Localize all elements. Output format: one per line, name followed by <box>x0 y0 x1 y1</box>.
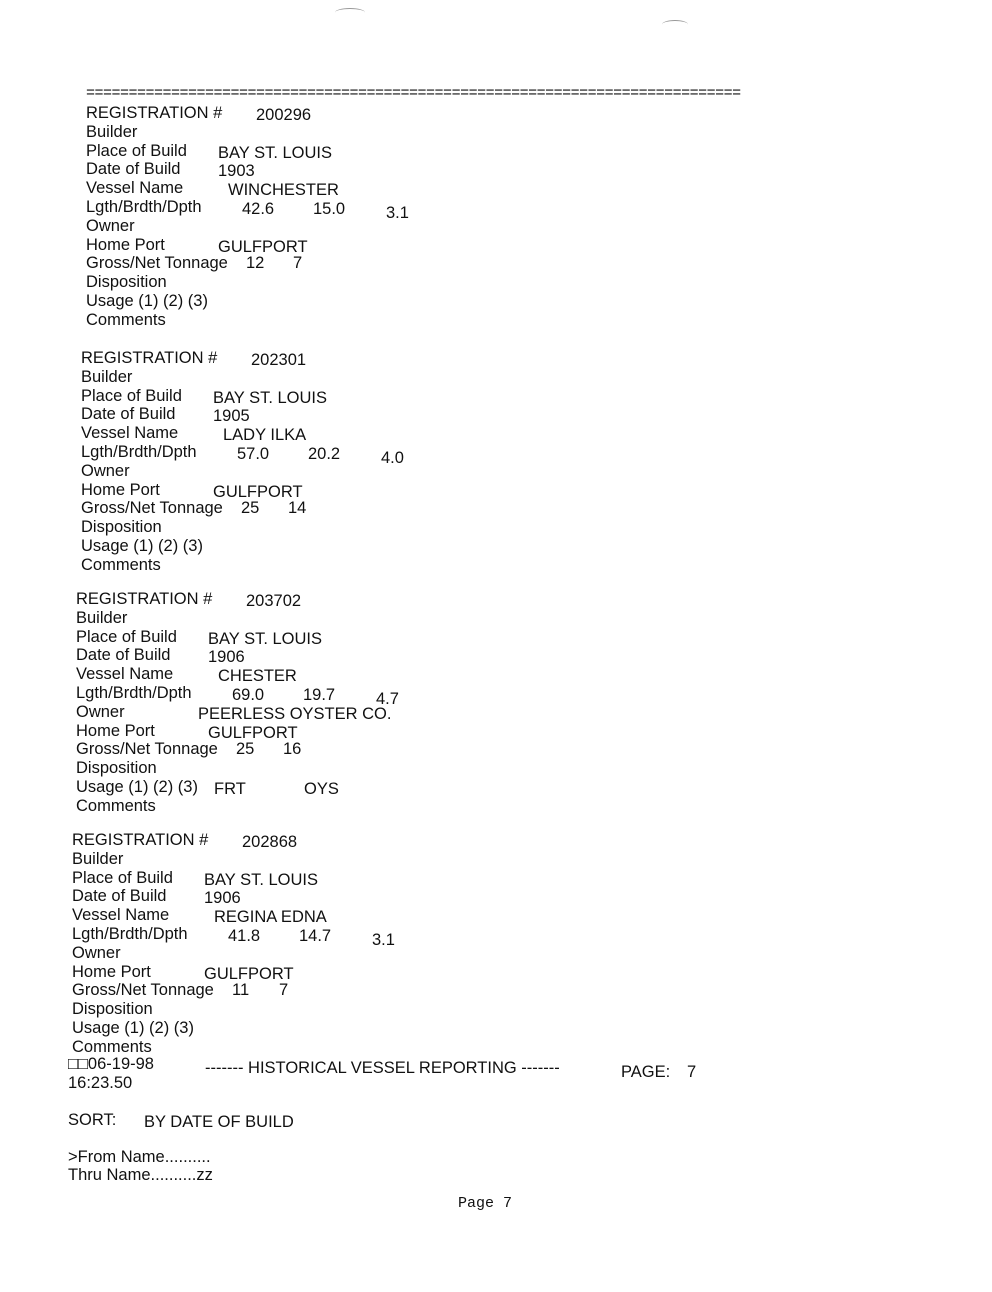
usage-label: Usage (1) (2) (3) <box>86 291 208 310</box>
owner-label: Owner <box>72 943 121 962</box>
place-of-build-value: BAY ST. LOUIS <box>204 870 319 889</box>
place-of-build-label: Place of Build <box>76 627 177 646</box>
disposition-label: Disposition <box>86 273 167 292</box>
gross-tonnage-value: 25 <box>241 499 260 518</box>
tonnage-label: Gross/Net Tonnage <box>81 499 223 518</box>
vessel-name-value: REGINA EDNA <box>214 908 327 927</box>
registration-label: REGISTRATION # <box>86 104 223 122</box>
net-tonnage-value: 16 <box>283 740 302 759</box>
vessel-name-value: CHESTER <box>218 667 297 686</box>
length-value: 57.0 <box>237 444 270 463</box>
place-of-build-value: BAY ST. LOUIS <box>218 143 333 162</box>
date-of-build-label: Date of Build <box>76 646 171 665</box>
length-value: 42.6 <box>242 199 275 218</box>
length-value: 69.0 <box>232 685 265 704</box>
date-of-build-label: Date of Build <box>72 887 167 906</box>
home-port-label: Home Port <box>76 721 155 740</box>
disposition-label: Disposition <box>72 1000 153 1019</box>
dimensions-label: Lgth/Brdth/Dpth <box>76 683 192 702</box>
usage-label: Usage (1) (2) (3) <box>76 777 198 796</box>
home-port-label: Home Port <box>86 235 165 254</box>
thru-name: Thru Name..........zz <box>68 1166 213 1184</box>
report-date: □□06-19-98 <box>68 1055 154 1073</box>
dimensions-label: Lgth/Brdth/Dpth <box>81 442 197 461</box>
from-name: >From Name.......... <box>68 1148 211 1166</box>
dimensions-label: Lgth/Brdth/Dpth <box>86 197 202 216</box>
net-tonnage-value: 7 <box>293 254 303 273</box>
net-tonnage-value: 14 <box>288 499 307 518</box>
comments-label: Comments <box>72 1037 152 1056</box>
builder-label: Builder <box>86 122 138 141</box>
report-title: ------- HISTORICAL VESSEL REPORTING ------- <box>205 1059 560 1077</box>
home-port-value: GULFPORT <box>218 237 308 256</box>
page-label: PAGE: <box>621 1063 671 1081</box>
net-tonnage-value: 7 <box>279 981 289 1000</box>
date-of-build-value: 1906 <box>204 889 241 908</box>
comments-label: Comments <box>86 310 166 329</box>
vessel-name-label: Vessel Name <box>81 424 179 443</box>
report-time: 16:23.50 <box>68 1074 133 1092</box>
registration-label: REGISTRATION # <box>81 349 218 367</box>
dimensions-label: Lgth/Brdth/Dpth <box>72 924 188 943</box>
usage-2-value: OYS <box>304 779 339 798</box>
home-port-label: Home Port <box>81 480 160 499</box>
vessel-name-label: Vessel Name <box>72 906 170 925</box>
usage-label: Usage (1) (2) (3) <box>81 536 203 555</box>
registration-label: REGISTRATION # <box>76 590 213 608</box>
registration-label: REGISTRATION # <box>72 831 209 849</box>
registration-number: 202301 <box>251 351 307 369</box>
depth-value: 3.1 <box>372 930 395 949</box>
breadth-value: 15.0 <box>313 199 346 218</box>
owner-label: Owner <box>86 216 135 235</box>
length-value: 41.8 <box>228 926 261 945</box>
page-footer: Page 7 <box>458 1195 513 1212</box>
registration-number: 203702 <box>246 592 302 610</box>
builder-label: Builder <box>72 849 124 868</box>
gross-tonnage-value: 25 <box>236 740 255 759</box>
date-of-build-value: 1906 <box>208 648 245 667</box>
separator-line: ============================================================================= <box>86 86 741 102</box>
depth-value: 4.0 <box>381 448 404 467</box>
owner-label: Owner <box>81 461 130 480</box>
tonnage-label: Gross/Net Tonnage <box>76 740 218 759</box>
gross-tonnage-value: 12 <box>246 254 265 273</box>
owner-label: Owner <box>76 702 125 721</box>
date-of-build-value: 1905 <box>213 407 250 426</box>
scan-artifact <box>335 8 365 17</box>
disposition-label: Disposition <box>81 518 162 537</box>
place-of-build-value: BAY ST. LOUIS <box>213 388 328 407</box>
usage-label: Usage (1) (2) (3) <box>72 1018 194 1037</box>
breadth-value: 14.7 <box>299 926 332 945</box>
breadth-value: 19.7 <box>303 685 336 704</box>
tonnage-label: Gross/Net Tonnage <box>72 981 214 1000</box>
date-of-build-value: 1903 <box>218 162 255 181</box>
builder-label: Builder <box>81 367 133 386</box>
place-of-build-value: BAY ST. LOUIS <box>208 629 323 648</box>
home-port-value: GULFPORT <box>208 723 298 742</box>
sort-value: BY DATE OF BUILD <box>144 1113 294 1131</box>
home-port-value: GULFPORT <box>213 482 303 501</box>
depth-value: 4.7 <box>376 689 399 708</box>
place-of-build-label: Place of Build <box>81 386 182 405</box>
sort-label: SORT: <box>68 1111 117 1129</box>
depth-value: 3.1 <box>386 203 409 222</box>
owner-value: PEERLESS OYSTER CO. <box>198 704 392 723</box>
vessel-name-label: Vessel Name <box>86 179 184 198</box>
vessel-name-value: WINCHESTER <box>228 181 339 200</box>
disposition-label: Disposition <box>76 759 157 778</box>
date-of-build-label: Date of Build <box>81 405 176 424</box>
comments-label: Comments <box>76 796 156 815</box>
place-of-build-label: Place of Build <box>72 868 173 887</box>
vessel-name-label: Vessel Name <box>76 665 174 684</box>
vessel-name-value: LADY ILKA <box>223 426 307 445</box>
breadth-value: 20.2 <box>308 444 341 463</box>
home-port-value: GULFPORT <box>204 964 294 983</box>
home-port-label: Home Port <box>72 962 151 981</box>
tonnage-label: Gross/Net Tonnage <box>86 254 228 273</box>
scan-artifact <box>662 20 688 29</box>
page-number: 7 <box>687 1063 697 1081</box>
builder-label: Builder <box>76 608 128 627</box>
comments-label: Comments <box>81 555 161 574</box>
registration-number: 200296 <box>256 106 312 124</box>
usage-1-value: FRT <box>214 779 246 798</box>
place-of-build-label: Place of Build <box>86 141 187 160</box>
registration-number: 202868 <box>242 833 298 851</box>
gross-tonnage-value: 11 <box>232 981 250 1000</box>
date-of-build-label: Date of Build <box>86 160 181 179</box>
